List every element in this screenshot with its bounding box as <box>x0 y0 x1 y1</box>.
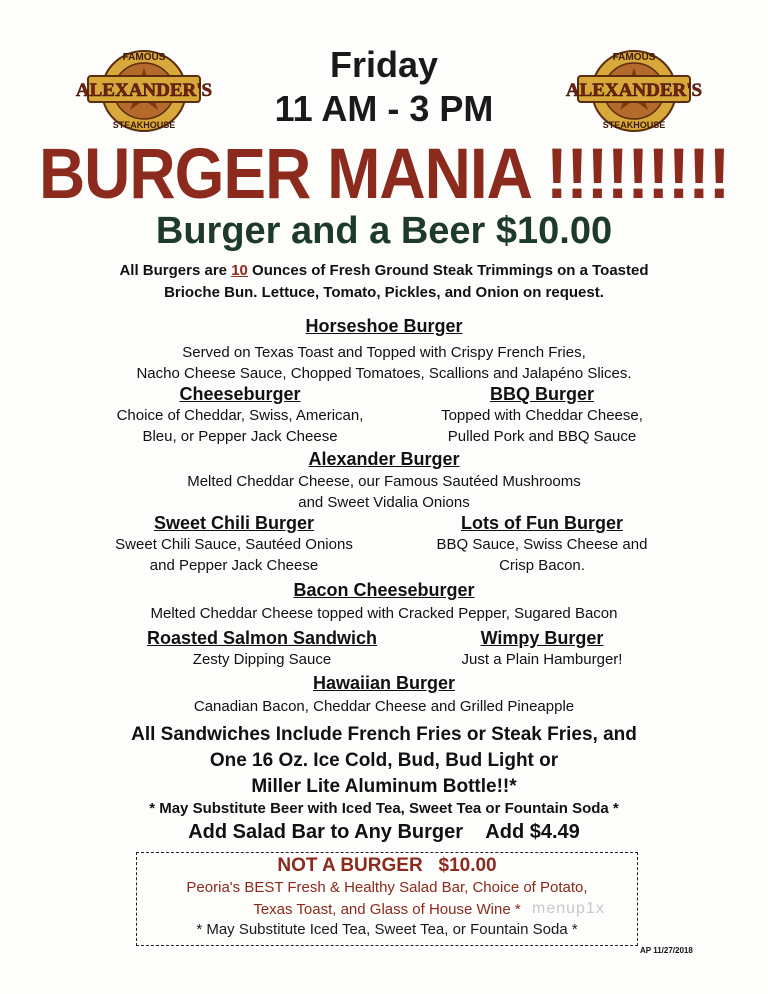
sweet-chili-line2: and Pepper Jack Cheese <box>149 557 319 574</box>
sweet-chili-block <box>84 513 384 576</box>
logo-bottom-text: STEAKHOUSE <box>602 120 666 130</box>
intro-pre: All Burgers are <box>119 262 232 279</box>
logo-top-text: FAMOUS <box>612 52 656 63</box>
bbq-block <box>392 384 692 447</box>
horseshoe-line2: Nacho Cheese Sauce, Chopped Tomatoes, Scallions and Jalapéno Slices. <box>136 365 632 382</box>
menupix-watermark: menup1x <box>532 900 605 917</box>
cheeseburger-line1: Choice of Cheddar, Swiss, American, <box>116 407 364 424</box>
sweet-chili-line1: Sweet Chili Sauce, Sautéed Onions <box>115 536 353 553</box>
bacon-desc: Melted Cheddar Cheese topped with Cracked Pepper, Sugared Bacon <box>150 605 618 622</box>
burger-mania-title: BURGER MANIA !!!!!!!!! <box>38 133 730 214</box>
not-a-burger-box <box>136 852 638 946</box>
includes-line3: Miller Lite Aluminum Bottle!!* <box>251 776 517 797</box>
hours-heading: 11 AM - 3 PM <box>274 88 494 129</box>
hawaiian-title: Hawaiian Burger <box>312 673 456 693</box>
logo-bottom-text: STEAKHOUSE <box>112 120 176 130</box>
horseshoe-line1: Served on Texas Toast and Topped with Crispy French Fries, <box>182 344 586 361</box>
wimpy-title: Wimpy Burger <box>480 628 604 648</box>
not-a-burger-line2: Texas Toast, and Glass of House Wine * <box>253 901 521 918</box>
salmon-line1: Zesty Dipping Sauce <box>192 651 332 668</box>
alexander-desc <box>0 471 768 513</box>
wimpy-block <box>392 628 692 670</box>
alexander-title: Alexander Burger <box>308 449 460 469</box>
date-stamp: AP 11/27/2018 <box>640 946 693 955</box>
salad-addon <box>0 819 768 845</box>
includes-text <box>0 722 768 800</box>
lots-of-fun-line1: BBQ Sauce, Swiss Cheese and <box>436 536 648 553</box>
not-a-burger-line1: Peoria's BEST Fresh & Healthy Salad Bar, Choice of Potato, <box>186 879 588 896</box>
wimpy-line1: Just a Plain Hamburger! <box>461 651 623 668</box>
alexander-line1: Melted Cheddar Cheese, our Famous Sautéed Mushrooms <box>187 473 581 490</box>
day-heading: Friday <box>329 44 439 85</box>
lots-of-fun-block <box>392 513 692 576</box>
hawaiian-desc: Canadian Bacon, Cheddar Cheese and Grilled Pineapple <box>193 698 575 715</box>
bbq-line1: Topped with Cheddar Cheese, <box>441 407 643 424</box>
horseshoe-title: Horseshoe Burger <box>305 316 463 336</box>
logo-top-text: FAMOUS <box>122 52 166 63</box>
logo-main-text: ALEXANDER'S <box>565 80 703 101</box>
logo-main-text: ALEXANDER'S <box>75 80 213 101</box>
not-a-burger-title: NOT A BURGER $10.00 <box>277 855 497 876</box>
lots-of-fun-title: Lots of Fun Burger <box>461 513 623 533</box>
substitute-note: * May Substitute Beer with Iced Tea, Sweet Tea or Fountain Soda * <box>149 800 619 817</box>
includes-line1: All Sandwiches Include French Fries or Steak Fries, and <box>131 724 637 745</box>
salmon-block <box>112 628 412 670</box>
salad-addon-price: Add $4.49 <box>485 821 580 843</box>
bacon-title: Bacon Cheeseburger <box>293 580 475 600</box>
alexander-line2: and Sweet Vidalia Onions <box>298 494 470 511</box>
lots-of-fun-line2: Crisp Bacon. <box>499 557 585 574</box>
intro-post: Ounces of Fresh Ground Steak Trimmings on a Toasted <box>247 262 649 279</box>
not-a-burger-note: * May Substitute Iced Tea, Sweet Tea, or Fountain Soda * <box>196 921 578 938</box>
horseshoe-desc <box>0 342 768 384</box>
cheeseburger-line2: Bleu, or Pepper Jack Cheese <box>142 428 338 445</box>
sweet-chili-title: Sweet Chili Burger <box>153 513 315 533</box>
intro-text <box>0 260 768 304</box>
deal-heading: Burger and a Beer $10.00 <box>155 210 613 252</box>
intro-ounces: 10 <box>231 262 248 279</box>
salad-addon-label: Add Salad Bar to Any Burger <box>188 821 464 843</box>
salmon-title: Roasted Salmon Sandwich <box>146 628 378 648</box>
cheeseburger-title: Cheeseburger <box>179 384 301 404</box>
bbq-title: BBQ Burger <box>489 384 594 404</box>
cheeseburger-block <box>90 384 390 447</box>
includes-line2: One 16 Oz. Ice Cold, Bud, Bud Light or <box>209 750 559 771</box>
bbq-line2: Pulled Pork and BBQ Sauce <box>447 428 637 445</box>
intro-line2: Brioche Bun. Lettuce, Tomato, Pickles, and Onion on request. <box>164 284 604 301</box>
